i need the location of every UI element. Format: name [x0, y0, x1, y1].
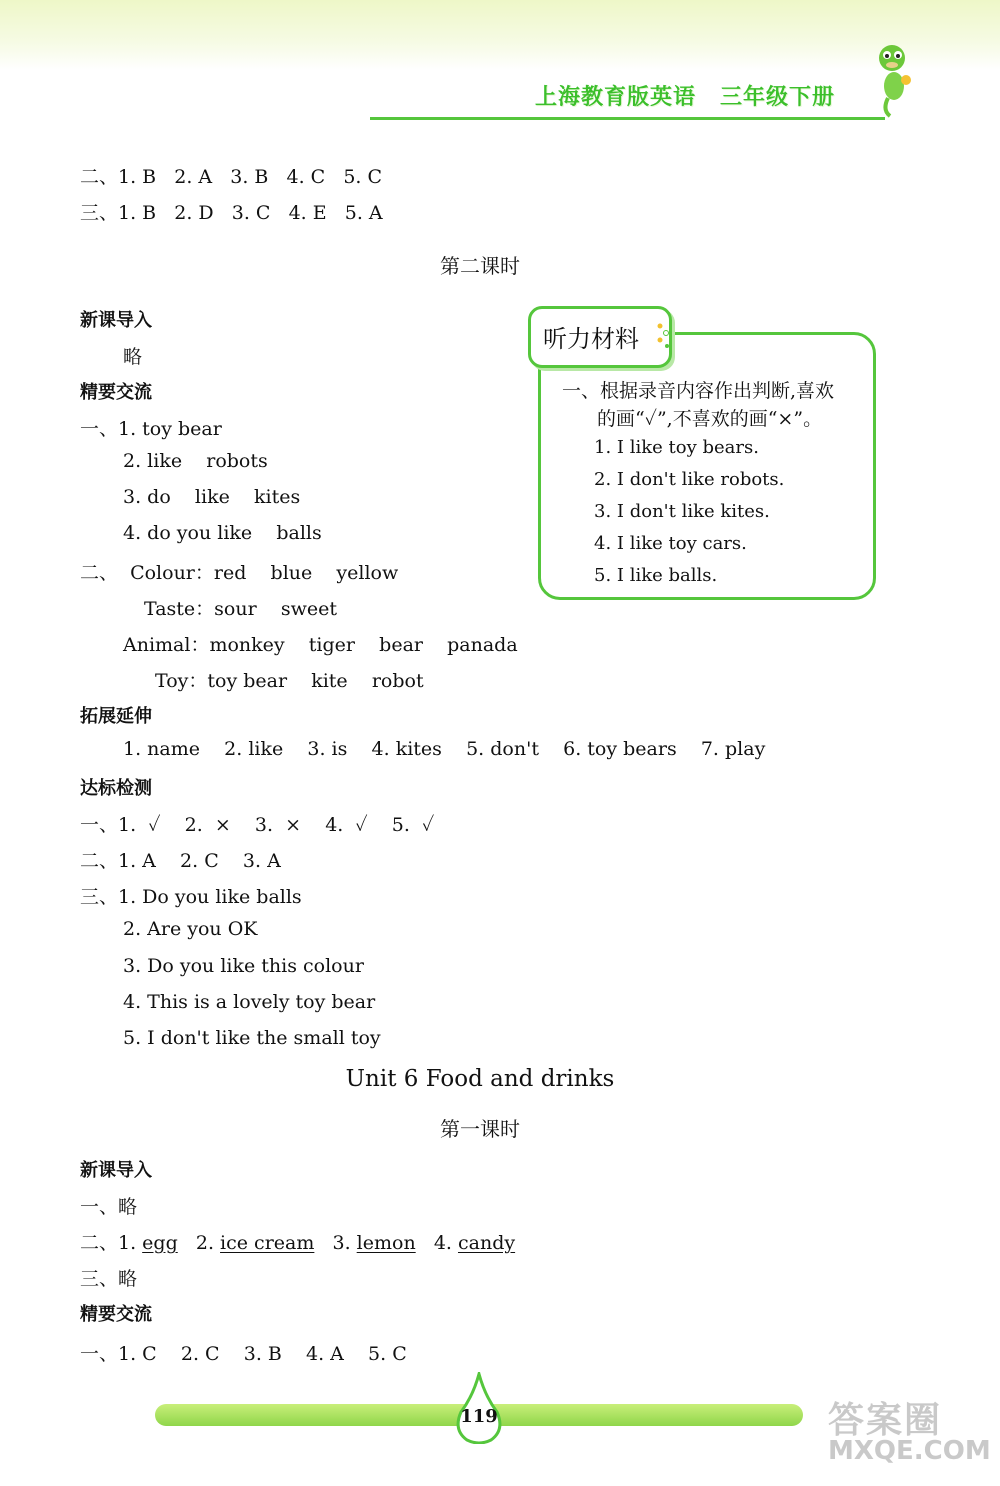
underlined-word: lemon — [356, 1232, 416, 1254]
section-heading: 精要交流 — [80, 1304, 152, 1325]
answer-line: 4. This is a lovely toy bear — [123, 991, 376, 1013]
answer-line: 1. name 2. like 3. is 4. kites 5. don't 6. toy bears 7. play — [123, 738, 766, 760]
answer-line: 一、略 — [80, 1196, 138, 1218]
answer-line: 一、1. ✓ 2. × 3. × 4. ✓ 5. ✓ — [80, 814, 435, 836]
answer-line: 二、 Colour：red blue yellow — [80, 562, 399, 584]
answer-line: 3. do like kites — [123, 486, 301, 508]
listening-item: 5. I like balls. — [594, 565, 718, 586]
answer-line: 二、1. B 2. A 3. B 4. C 5. C — [80, 166, 383, 188]
answer-line: Toy：toy bear kite robot — [155, 670, 424, 692]
listening-item: 4. I like toy cars. — [594, 533, 747, 554]
listening-tab-label: 听力材料 — [543, 325, 639, 353]
answer-line: 一、1. C 2. C 3. B 4. A 5. C — [80, 1343, 407, 1365]
underlined-word: candy — [457, 1232, 516, 1254]
grade-label: 三年级下册 — [720, 85, 836, 110]
section-heading: 拓展延伸 — [80, 706, 152, 727]
top-decoration-band — [0, 0, 1000, 70]
answer-line-underlined: 二、1. egg 2. ice cream 3. lemon 4. candy — [80, 1232, 516, 1254]
unit-title: Unit 6 Food and drinks — [345, 1066, 615, 1092]
listening-instruction: 的画“✓”,不喜欢的画“×”。 — [597, 408, 823, 430]
lesson-title: 第一课时 — [440, 1117, 520, 1141]
answer-line: 三、略 — [80, 1268, 138, 1290]
answer-line: Taste：sour sweet — [144, 598, 337, 620]
answer-line: 一、1. toy bear — [80, 418, 222, 440]
answer-line: 三、1. B 2. D 3. C 4. E 5. A — [80, 202, 383, 224]
listening-item: 3. I don't like kites. — [594, 501, 770, 522]
answer-line: 5. I don't like the small toy — [123, 1027, 381, 1049]
underlined-word: egg — [142, 1232, 178, 1254]
listening-tab — [528, 306, 672, 368]
section-heading: 精要交流 — [80, 382, 152, 403]
answer-line: 2. like robots — [123, 450, 268, 472]
book-title: 上海教育版英语 — [535, 85, 697, 110]
page-number: 119 — [460, 1406, 498, 1427]
watermark — [828, 1392, 991, 1466]
watermark-url: MXQE.COM — [828, 1436, 991, 1466]
watermark-text: 答案圈 — [828, 1400, 943, 1441]
answer-line: 三、1. Do you like balls — [80, 886, 302, 908]
answer-line: 二、1. A 2. C 3. A — [80, 850, 281, 872]
listening-material-box — [538, 332, 876, 600]
monkey-mascot-icon — [870, 40, 920, 120]
listening-item: 1. I like toy bears. — [594, 437, 759, 458]
answer-line: 4. do you like balls — [123, 522, 322, 544]
answer-line: Animal：monkey tiger bear panada — [123, 634, 518, 656]
section-heading: 达标检测 — [80, 778, 152, 799]
answer-line: 2. Are you OK — [123, 918, 258, 940]
listening-item: 2. I don't like robots. — [594, 469, 785, 490]
listening-instruction: 一、根据录音内容作出判断,喜欢 — [562, 380, 835, 402]
answer-line: 3. Do you like this colour — [123, 955, 364, 977]
answer-line: 略 — [123, 346, 143, 368]
underlined-word: ice cream — [220, 1232, 315, 1254]
section-heading: 新课导入 — [80, 1160, 152, 1181]
dots-decoration-icon — [654, 320, 674, 350]
lesson-title: 第二课时 — [440, 254, 520, 278]
running-header — [535, 80, 859, 111]
section-heading: 新课导入 — [80, 310, 152, 331]
header-rule — [370, 117, 885, 120]
